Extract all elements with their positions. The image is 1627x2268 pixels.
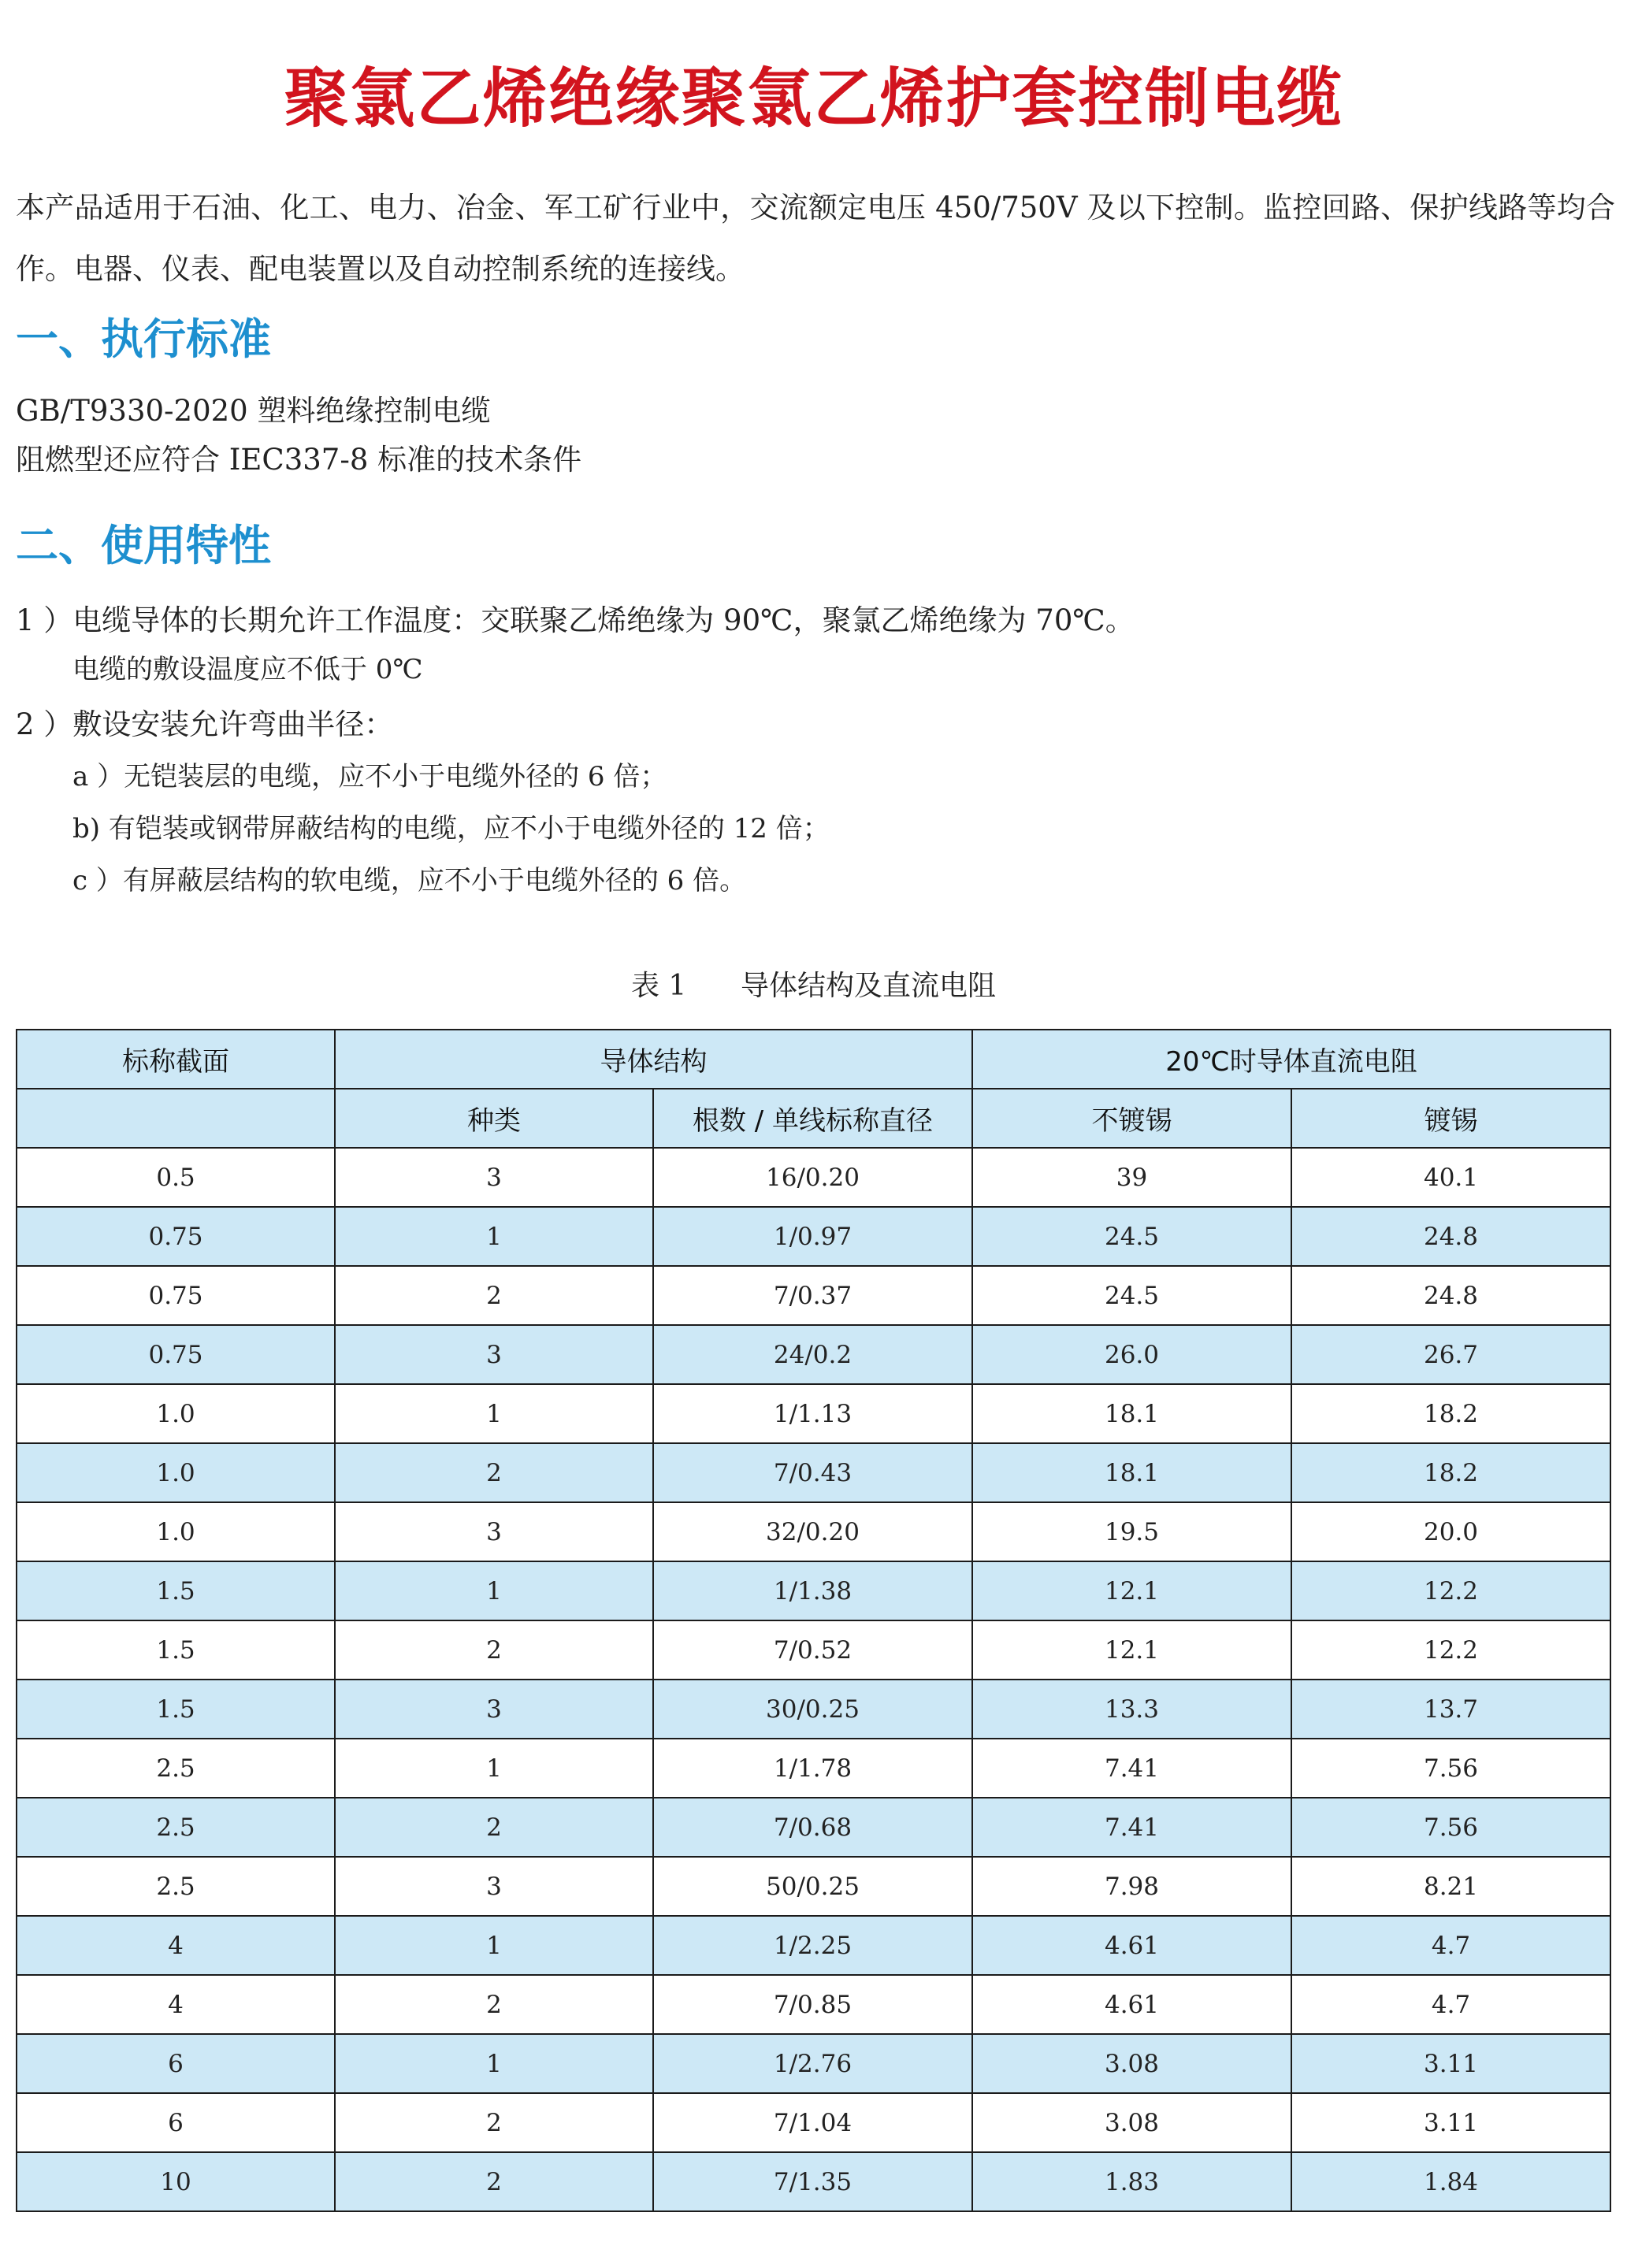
characteristic-item-2b: b) 有铠装或钢带屏蔽结构的电缆，应不小于电缆外径的 12 倍；	[72, 813, 830, 844]
cell-tinned: 4.7	[1291, 1975, 1610, 2034]
cell-type: 1	[335, 1384, 653, 1443]
cell-nominal-section: 2.5	[17, 1798, 335, 1857]
page-title: 聚氯乙烯绝缘聚氯乙烯护套控制电缆	[284, 61, 1343, 136]
cell-untinned: 1.83	[972, 2152, 1291, 2211]
characteristic-item-1-note: 电缆的敷设温度应不低于 0℃	[72, 654, 423, 685]
cell-type: 2	[335, 2093, 653, 2152]
cell-untinned: 7.41	[972, 1798, 1291, 1857]
cell-tinned: 3.11	[1291, 2034, 1610, 2093]
table-row	[17, 1620, 1610, 1680]
header-strands-diameter: 根数 / 单线标称直径	[653, 1089, 972, 1148]
cell-strands-diameter: 1/2.25	[653, 1916, 972, 1975]
cell-nominal-section: 1.0	[17, 1384, 335, 1443]
cell-strands-diameter: 7/0.68	[653, 1798, 972, 1857]
cell-strands-diameter: 1/2.76	[653, 2034, 972, 2093]
cell-tinned: 24.8	[1291, 1207, 1610, 1266]
cell-tinned: 24.8	[1291, 1266, 1610, 1325]
header-type: 种类	[335, 1089, 653, 1148]
cell-tinned: 40.1	[1291, 1148, 1610, 1207]
cell-strands-diameter: 1/1.38	[653, 1561, 972, 1620]
cell-untinned: 4.61	[972, 1975, 1291, 2034]
cell-tinned: 7.56	[1291, 1798, 1610, 1857]
cell-type: 2	[335, 1443, 653, 1502]
cell-untinned: 26.0	[972, 1325, 1291, 1384]
cell-strands-diameter: 32/0.20	[653, 1502, 972, 1561]
header-dc-resistance: 20℃时导体直流电阻	[972, 1030, 1610, 1089]
table-row	[17, 1739, 1610, 1798]
characteristic-item-1: 1 ）电缆导体的长期允许工作温度：交联聚乙烯绝缘为 90℃，聚氯乙烯绝缘为 70℃。	[16, 603, 1135, 637]
cell-nominal-section: 1.5	[17, 1620, 335, 1680]
cell-nominal-section: 0.75	[17, 1266, 335, 1325]
cell-nominal-section: 2.5	[17, 1739, 335, 1798]
cell-strands-diameter: 1/1.13	[653, 1384, 972, 1443]
table-row	[17, 2152, 1610, 2211]
cell-tinned: 26.7	[1291, 1325, 1610, 1384]
cell-strands-diameter: 7/0.37	[653, 1266, 972, 1325]
characteristic-item-2c: c ）有屏蔽层结构的软电缆，应不小于电缆外径的 6 倍。	[72, 865, 747, 896]
characteristic-item-2a: a ）无铠装层的电缆，应不小于电缆外径的 6 倍；	[72, 761, 667, 793]
cell-type: 3	[335, 1857, 653, 1916]
table-row	[17, 1857, 1610, 1916]
standard-line-1: GB/T9330-2020 塑料绝缘控制电缆	[16, 394, 491, 428]
table-row	[17, 1561, 1610, 1620]
cell-untinned: 3.08	[972, 2034, 1291, 2093]
cell-type: 3	[335, 1325, 653, 1384]
standard-line-2: 阻燃型还应符合 IEC337-8 标准的技术条件	[16, 443, 582, 477]
conductor-table	[16, 1029, 1611, 2212]
cell-strands-diameter: 7/0.52	[653, 1620, 972, 1680]
cell-type: 3	[335, 1148, 653, 1207]
cell-tinned: 12.2	[1291, 1620, 1610, 1680]
table-row	[17, 2093, 1610, 2152]
section-heading-standards: 一、执行标准	[16, 314, 271, 364]
cell-untinned: 39	[972, 1148, 1291, 1207]
table-row	[17, 1916, 1610, 1975]
cell-nominal-section: 6	[17, 2093, 335, 2152]
cell-strands-diameter: 1/1.78	[653, 1739, 972, 1798]
cell-nominal-section: 1.0	[17, 1443, 335, 1502]
cell-nominal-section: 1.0	[17, 1502, 335, 1561]
cell-type: 2	[335, 1266, 653, 1325]
cell-strands-diameter: 7/1.04	[653, 2093, 972, 2152]
cell-tinned: 18.2	[1291, 1384, 1610, 1443]
table-caption: 表 1 导体结构及直流电阻	[630, 970, 996, 1002]
cell-nominal-section: 2.5	[17, 1857, 335, 1916]
table-row	[17, 1207, 1610, 1266]
cell-type: 1	[335, 1739, 653, 1798]
cell-tinned: 3.11	[1291, 2093, 1610, 2152]
cell-tinned: 13.7	[1291, 1680, 1610, 1739]
cell-untinned: 4.61	[972, 1916, 1291, 1975]
cell-strands-diameter: 7/1.35	[653, 2152, 972, 2211]
table-row	[17, 2034, 1610, 2093]
table-row	[17, 1680, 1610, 1739]
cell-type: 2	[335, 1620, 653, 1680]
cell-untinned: 7.98	[972, 1857, 1291, 1916]
cell-type: 1	[335, 1561, 653, 1620]
cell-untinned: 13.3	[972, 1680, 1291, 1739]
cell-untinned: 7.41	[972, 1739, 1291, 1798]
cell-strands-diameter: 24/0.2	[653, 1325, 972, 1384]
cell-untinned: 18.1	[972, 1443, 1291, 1502]
cell-strands-diameter: 50/0.25	[653, 1857, 972, 1916]
cell-type: 2	[335, 1798, 653, 1857]
table-row	[17, 1443, 1610, 1502]
cell-tinned: 1.84	[1291, 2152, 1610, 2211]
cell-tinned: 18.2	[1291, 1443, 1610, 1502]
cell-untinned: 24.5	[972, 1266, 1291, 1325]
cell-untinned: 24.5	[972, 1207, 1291, 1266]
cell-tinned: 4.7	[1291, 1916, 1610, 1975]
cell-nominal-section: 0.75	[17, 1207, 335, 1266]
section-heading-characteristics: 二、使用特性	[16, 521, 271, 570]
cell-nominal-section: 1.5	[17, 1680, 335, 1739]
cell-strands-diameter: 7/0.43	[653, 1443, 972, 1502]
cell-nominal-section: 0.75	[17, 1325, 335, 1384]
cell-strands-diameter: 30/0.25	[653, 1680, 972, 1739]
header-conductor-structure: 导体结构	[335, 1030, 972, 1089]
table-row	[17, 1325, 1610, 1384]
cell-nominal-section: 10	[17, 2152, 335, 2211]
cell-tinned: 12.2	[1291, 1561, 1610, 1620]
cell-type: 1	[335, 2034, 653, 2093]
header-empty	[17, 1089, 335, 1148]
cell-type: 1	[335, 1916, 653, 1975]
cell-untinned: 12.1	[972, 1561, 1291, 1620]
cell-type: 3	[335, 1680, 653, 1739]
table-row	[17, 1148, 1610, 1207]
cell-strands-diameter: 1/0.97	[653, 1207, 972, 1266]
cell-nominal-section: 4	[17, 1975, 335, 2034]
cell-tinned: 7.56	[1291, 1739, 1610, 1798]
cell-tinned: 20.0	[1291, 1502, 1610, 1561]
cell-untinned: 12.1	[972, 1620, 1291, 1680]
cell-tinned: 8.21	[1291, 1857, 1610, 1916]
cell-untinned: 19.5	[972, 1502, 1291, 1561]
characteristic-item-2: 2 ）敷设安装允许弯曲半径：	[16, 707, 394, 741]
table-row	[17, 1384, 1610, 1443]
cell-nominal-section: 1.5	[17, 1561, 335, 1620]
table-row	[17, 1502, 1610, 1561]
cell-strands-diameter: 16/0.20	[653, 1148, 972, 1207]
cell-type: 2	[335, 1975, 653, 2034]
cell-type: 3	[335, 1502, 653, 1561]
header-nominal-section: 标称截面	[17, 1030, 335, 1089]
cell-untinned: 18.1	[972, 1384, 1291, 1443]
cell-nominal-section: 4	[17, 1916, 335, 1975]
intro-paragraph: 本产品适用于石油、化工、电力、冶金、军工矿行业中，交流额定电压 450/750V 及以下控制。监控回路、保护线路等均合作。电器、仪表、配电装置以及自动控制系统的连接线。	[16, 191, 1615, 286]
cell-type: 2	[335, 2152, 653, 2211]
table-body	[17, 1148, 1610, 2211]
table-row	[17, 1798, 1610, 1857]
cell-untinned: 3.08	[972, 2093, 1291, 2152]
header-tinned: 镀锡	[1291, 1089, 1610, 1148]
cell-strands-diameter: 7/0.85	[653, 1975, 972, 2034]
table-row	[17, 1975, 1610, 2034]
cell-nominal-section: 0.5	[17, 1148, 335, 1207]
cell-type: 1	[335, 1207, 653, 1266]
header-untinned: 不镀锡	[972, 1089, 1291, 1148]
table-row	[17, 1266, 1610, 1325]
cell-nominal-section: 6	[17, 2034, 335, 2093]
